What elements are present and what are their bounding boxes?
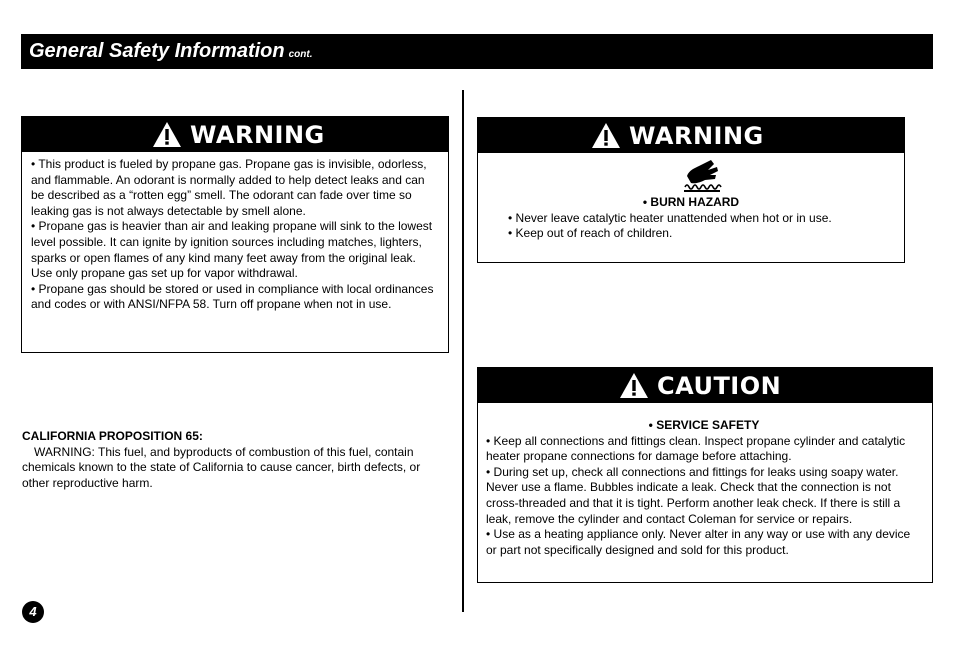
prop65-section <box>22 429 450 491</box>
prop65-text: WARNING: This fuel, and byproducts of combustion of this fuel, contain chemicals known to the state of California to cause cancer, birth defects, or other reproductive harm. <box>22 444 421 490</box>
caution-item: • Keep all connections and fittings clean. Inspect propane cylinder and catalytic heater propane connections for damage before attaching. <box>486 433 906 464</box>
warning-body <box>22 152 448 313</box>
caution-label: CAUTION <box>657 371 782 400</box>
burn-hazard-title: • BURN HAZARD <box>642 195 740 209</box>
warning-header <box>478 118 904 153</box>
warning-box-propane <box>21 116 449 353</box>
prop65-title: CALIFORNIA PROPOSITION 65: <box>22 429 203 443</box>
section-header <box>21 34 933 69</box>
warning-paragraph: • Propane gas should be stored or used in compliance with local ordinances and codes or with ANSI/NFPA 58. Turn off propane when not in use. <box>31 281 434 312</box>
warning-triangle-icon <box>152 121 182 148</box>
caution-item: • During set up, check all connections and fittings for leaks using soapy water. Never use a flame. Bubbles indicate a leak. Check that the connection is not cross-threaded and that it is tight. Perform another leak check. If there is still a leak, remove the cylinder and contact Coleman for service or repairs. <box>486 464 901 526</box>
warning-label: WARNING <box>190 120 325 149</box>
warning-box-burn <box>477 117 905 263</box>
warning-body <box>478 158 904 242</box>
caution-box <box>477 367 933 583</box>
warning-paragraph: • Propane gas is heavier than air and leaking propane will sink to the lowest level possible. It can ignite by ignition sources including matches, lighters, sparks or open flames of any kind many feet away from the original leak. Use only propane gas set up for vapor withdrawal. <box>31 219 433 281</box>
section-title-cont: cont. <box>288 49 313 60</box>
warning-item: • Never leave catalytic heater unattended when hot or in use. <box>508 210 832 225</box>
burn-hazard-icon <box>681 158 723 192</box>
column-divider <box>462 90 464 612</box>
warning-paragraph: • This product is fueled by propane gas. Propane gas is invisible, odorless, and flammable. An odorant is normally added to help detect leaks and can be described as a “rotten egg” smell. The odorant can fade over time so leaking gas is not always detectable by smell alone. <box>31 157 427 218</box>
warning-item: • Keep out of reach of children. <box>508 226 673 241</box>
caution-item: • Use as a heating appliance only. Never alter in any way or use with any device or part not specifically designed and sold for this product. <box>486 527 911 557</box>
service-safety-title: • SERVICE SAFETY <box>648 418 760 432</box>
caution-body <box>478 403 932 558</box>
section-title: General Safety Information <box>29 40 285 62</box>
warning-header <box>22 117 448 152</box>
page-number: 4 <box>22 601 44 623</box>
warning-triangle-icon <box>619 372 649 399</box>
warning-triangle-icon <box>591 122 621 149</box>
warning-label: WARNING <box>629 121 764 150</box>
caution-header <box>478 368 932 403</box>
